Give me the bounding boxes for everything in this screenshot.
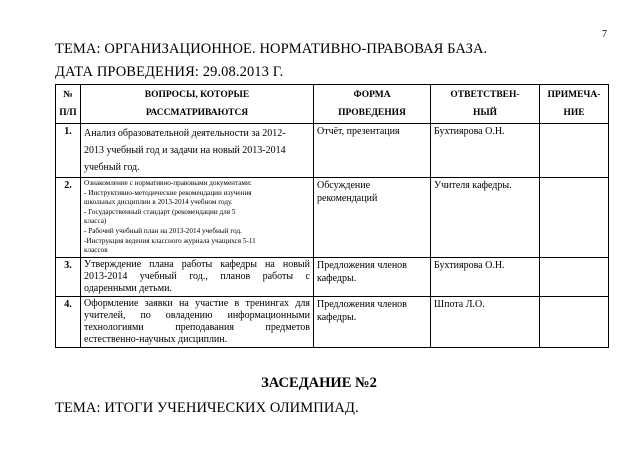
row-question [81,296,314,347]
table-row [56,124,609,178]
question-line: - Рабочий учебный план на 2013-2014 учебный год. [84,226,242,235]
header-form [314,85,431,124]
question-line: Ознакомление с нормативно-правовыми документами: [84,179,252,187]
header-number [56,85,81,124]
session-title: ЗАСЕДАНИЕ №2 [261,375,377,391]
row-question [81,257,314,296]
question-line: школьных дисциплин в 2013-2014 учебном году. [84,198,233,207]
question-line: 2013-2014 учебный год., планов работы с [84,270,310,282]
question-line: класса) [84,217,107,226]
row-responsible: Бухтиярова О.Н. [431,257,540,296]
row-notes [540,257,609,296]
question-line: -Инструкция ведения классного журнала учащихся 5-11 [84,236,256,245]
row-question [81,178,314,258]
question-line: учебный год. [84,162,140,173]
question-line: Анализ образовательной деятельности за 2012- [84,128,286,139]
header-notes [540,85,609,124]
row-number: 3. [56,257,81,296]
row-notes [540,178,609,258]
row-form: Предложения членов кафедры. [314,296,431,347]
row-question [81,124,314,178]
header-responsible-line: НЫЙ [472,108,498,118]
page-number: 7 [602,29,607,40]
table-row [56,178,609,258]
meeting-date: ДАТА ПРОВЕДЕНИЯ: 29.08.2013 Г. [55,64,284,80]
question-line: одаренными детьми. [84,282,172,294]
row-number: 2. [56,178,81,258]
table-row [56,257,609,296]
row-responsible: Учителя кафедры. [431,178,540,258]
header-questions-line: РАССМАТРИВАЮТСЯ [145,108,249,118]
agenda-table [55,84,609,348]
question-line: технологиями преподавания предметов [84,321,310,333]
question-line: - Государственный стандарт (рекомендации для 5 [84,207,236,216]
row-form: Отчёт, презентация [314,124,431,178]
question-line: - Инструктивно-методические рекомендации изучения [84,188,252,197]
row-responsible: Шпота Л.О. [431,296,540,347]
row-notes [540,124,609,178]
header-number-line: П/П [59,108,77,118]
row-number: 1. [56,124,81,178]
session-topic: ТЕМА: ИТОГИ УЧЕНИЧЕСКИХ ОЛИМПИАД. [55,400,359,416]
header-questions-line: ВОПРОСЫ, КОТОРЫЕ [144,90,250,100]
row-form: Предложения членов кафедры. [314,257,431,296]
meeting-topic: ТЕМА: ОРГАНИЗАЦИОННОЕ. НОРМАТИВНО-ПРАВОВАЯ БАЗА. [55,41,488,57]
question-line: Утверждение плана работы кафедры на новый [84,258,310,270]
header-number-line: № [63,90,73,100]
table-row [56,296,609,347]
header-notes-line: НИЕ [563,108,585,118]
question-line: Оформление заявки на участие в тренингах для [84,297,310,309]
row-responsible: Бухтиярова О.Н. [431,124,540,178]
question-line: 2013 учебный год и задачи на новый 2013-2014 [84,145,286,156]
header-responsible-line: ОТВЕТСТВЕН- [450,90,520,100]
row-form: Обсуждение рекомендаций [314,178,431,258]
header-form-line: ПРОВЕДЕНИЯ [338,108,406,118]
question-line: естественно-научных дисциплин. [84,333,228,345]
row-number: 4. [56,296,81,347]
header-notes-line: ПРИМЕЧА- [547,90,601,100]
table-header-row [56,85,609,124]
row-notes [540,296,609,347]
question-line: классов [84,246,108,255]
header-form-line: ФОРМА [353,90,391,100]
header-questions [81,85,314,124]
header-responsible [431,85,540,124]
question-line: учителей, по овладению информационными [84,309,310,321]
